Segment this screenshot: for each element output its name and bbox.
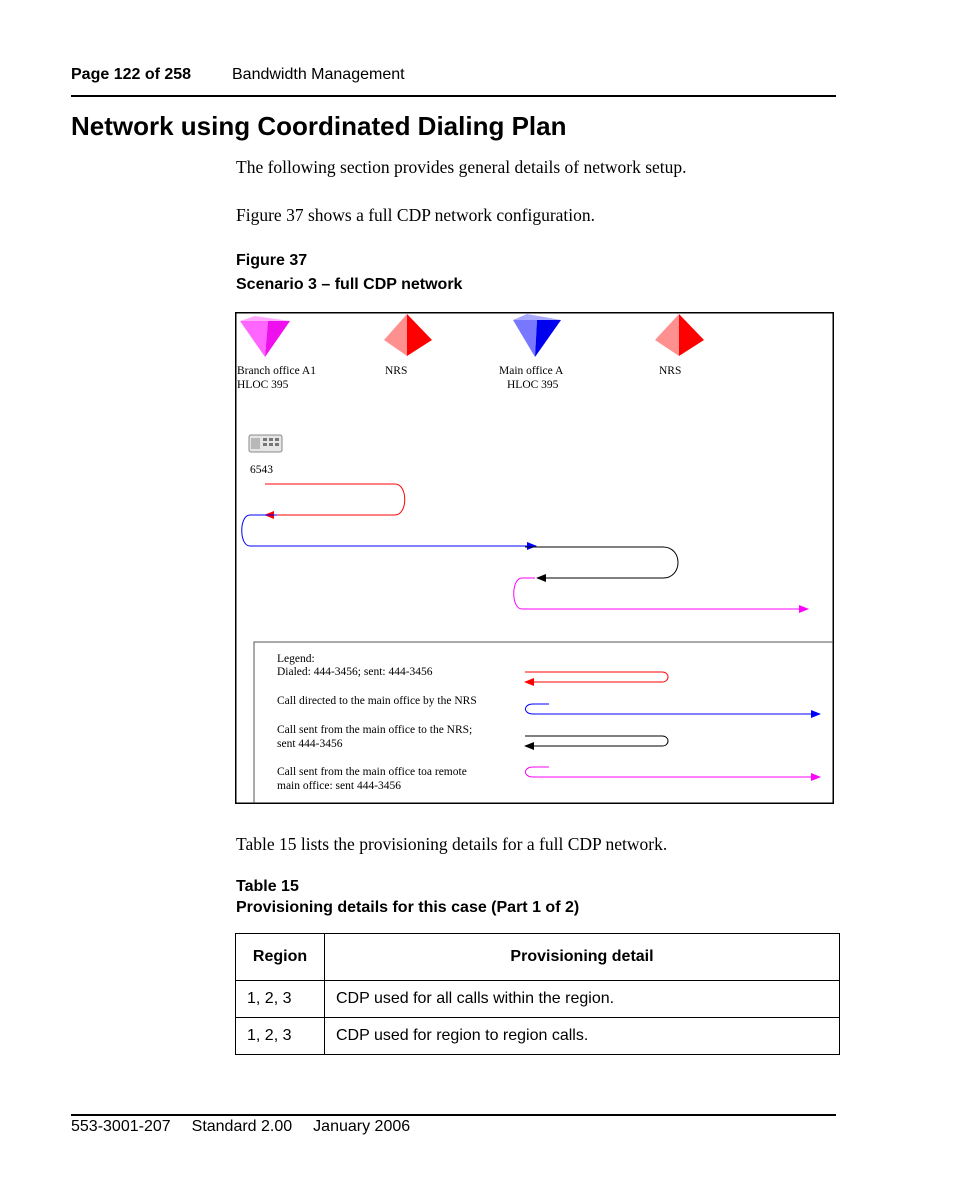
phone-extension: 6543 bbox=[250, 464, 273, 476]
legend-item-main-to-nrs: Call sent from the main office to the NRS; bbox=[277, 724, 473, 736]
telephone-icon bbox=[249, 435, 282, 452]
legend-item-main-to-nrs-detail: sent 444-3456 bbox=[277, 738, 343, 750]
branch-office-name: Branch office A1 bbox=[237, 365, 316, 377]
figure-label: Figure 37 bbox=[236, 252, 308, 269]
intro-paragraph: The following section provides general details of network setup. bbox=[236, 157, 687, 177]
table-label: Table 15 bbox=[236, 878, 299, 895]
table-row bbox=[236, 981, 840, 1018]
legend-item-remote-detail: main office: sent 444-3456 bbox=[277, 780, 402, 792]
nrs-label-2: NRS bbox=[659, 365, 682, 377]
table-cell-detail: CDP used for region to region calls. bbox=[325, 1018, 840, 1055]
table-caption: Provisioning details for this case (Part 1 of 2) bbox=[236, 899, 580, 916]
table-cell-region: 1, 2, 3 bbox=[236, 981, 325, 1018]
page-number: Page 122 of 258 bbox=[71, 66, 192, 83]
column-header-region: Region bbox=[236, 934, 325, 981]
table-header-row bbox=[236, 934, 840, 981]
figure-caption: Scenario 3 – full CDP network bbox=[236, 276, 463, 293]
table-cell-detail: CDP used for all calls within the region. bbox=[325, 981, 840, 1018]
table-cell-region: 1, 2, 3 bbox=[236, 1018, 325, 1055]
legend-item-remote: Call sent from the main office toa remote bbox=[277, 766, 467, 778]
section-name: Bandwidth Management bbox=[232, 66, 405, 83]
column-header-provisioning-detail: Provisioning detail bbox=[325, 934, 840, 981]
main-office-name: Main office A bbox=[499, 365, 564, 377]
cdp-network-diagram bbox=[235, 312, 834, 804]
main-office-hloc: HLOC 395 bbox=[507, 379, 559, 391]
header-divider bbox=[71, 95, 836, 97]
page-footer bbox=[71, 1118, 431, 1136]
table-reference-paragraph: Table 15 lists the provisioning details for a full CDP network. bbox=[236, 834, 668, 854]
table-row bbox=[236, 1018, 840, 1055]
legend-title: Legend: bbox=[277, 653, 315, 665]
document-date: January 2006 bbox=[313, 1118, 411, 1135]
page-title: Network using Coordinated Dialing Plan bbox=[71, 111, 567, 141]
branch-office-hloc: HLOC 395 bbox=[237, 379, 289, 391]
document-standard: Standard 2.00 bbox=[191, 1118, 293, 1135]
nrs-label-1: NRS bbox=[385, 365, 408, 377]
footer-divider bbox=[71, 1114, 836, 1116]
figure-reference-paragraph: Figure 37 shows a full CDP network configuration. bbox=[236, 205, 596, 225]
document-number: 553-3001-207 bbox=[71, 1118, 171, 1135]
legend-item-dialed: Dialed: 444-3456; sent: 444-3456 bbox=[277, 666, 433, 678]
legend-item-directed: Call directed to the main office by the NRS bbox=[277, 695, 477, 707]
provisioning-table bbox=[235, 933, 840, 1055]
